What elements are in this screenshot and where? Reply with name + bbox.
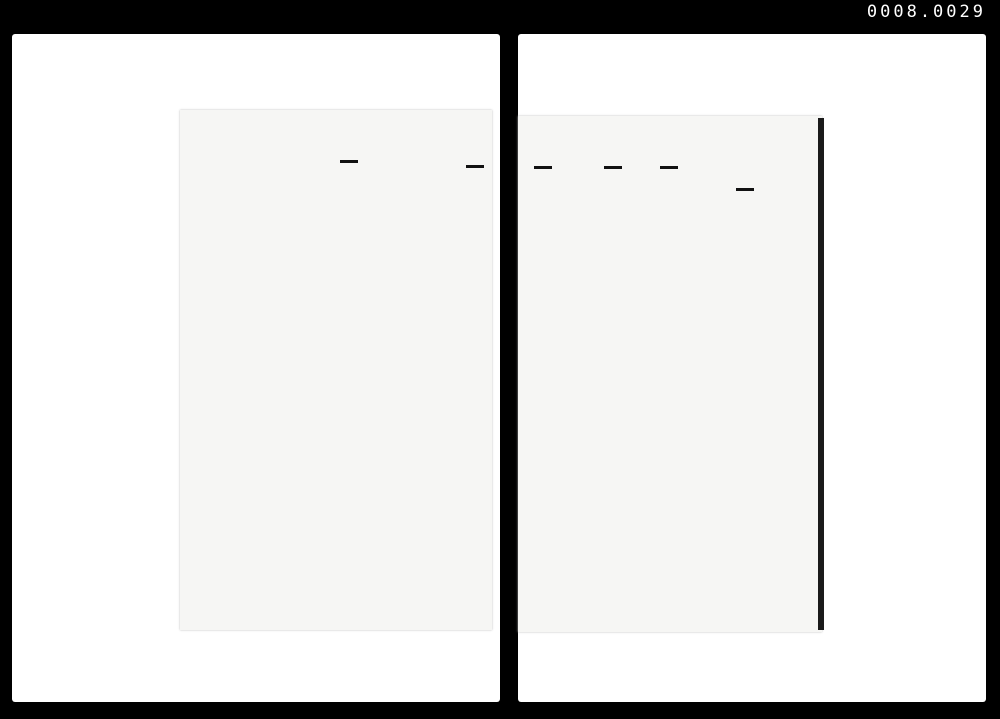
item-marker xyxy=(604,166,622,169)
book-gutter xyxy=(500,34,518,702)
item-marker xyxy=(660,166,678,169)
item-marker xyxy=(466,165,484,168)
right-page-edge xyxy=(818,118,824,630)
item-marker xyxy=(736,188,754,191)
right-manuscript-page xyxy=(518,116,822,632)
frame-counter: 0008.0029 xyxy=(866,2,986,22)
item-marker xyxy=(534,166,552,169)
item-marker xyxy=(340,160,358,163)
left-manuscript-page xyxy=(180,110,492,630)
